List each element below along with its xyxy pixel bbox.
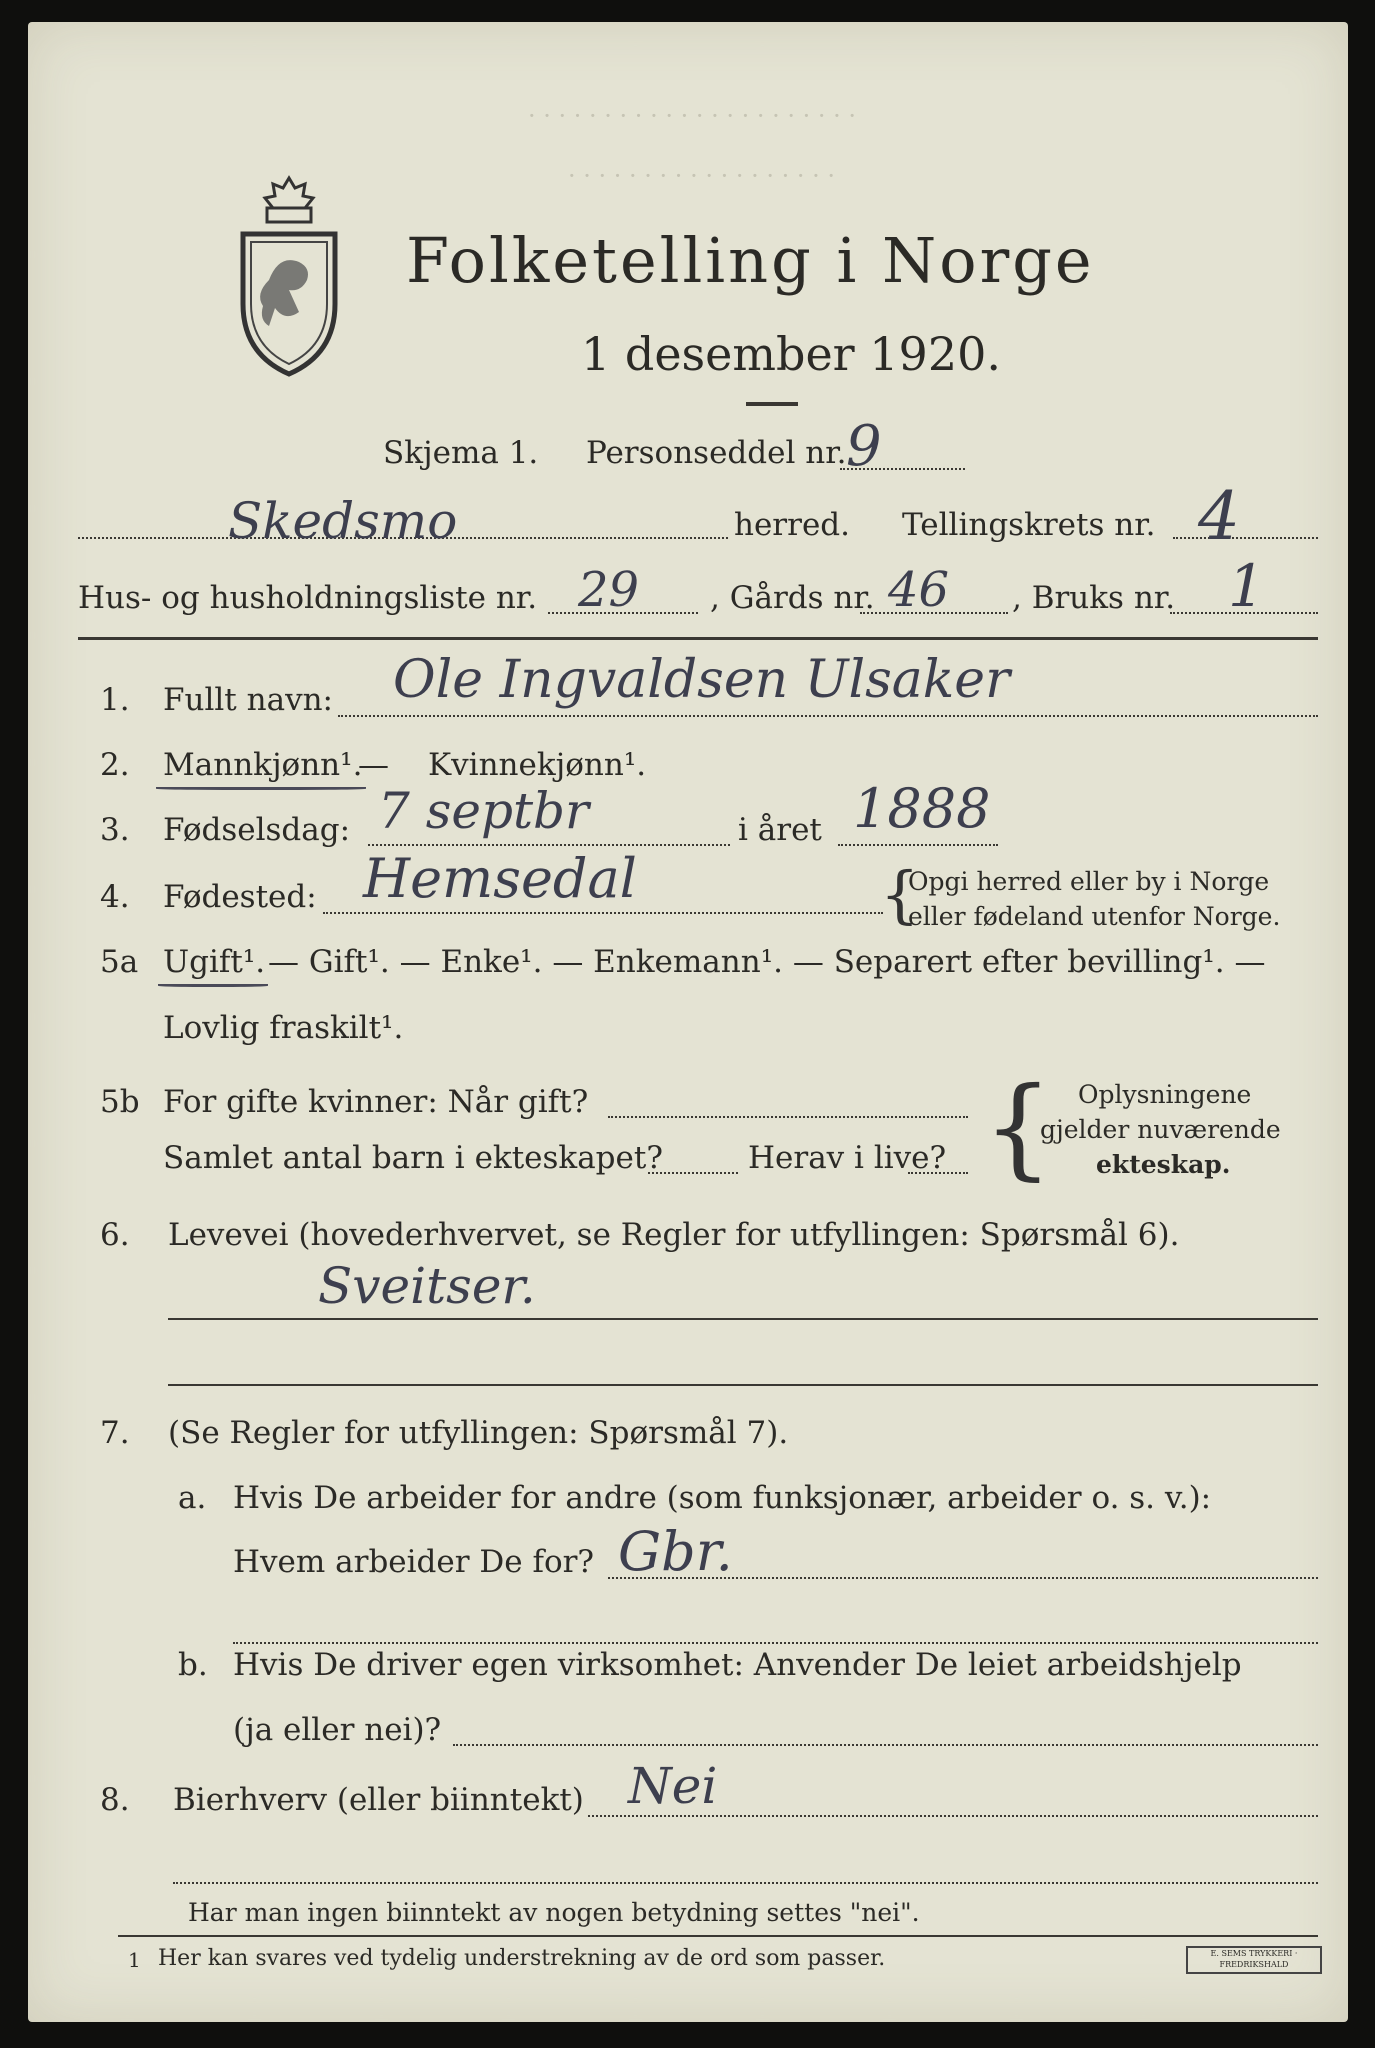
q3-date-line [368, 844, 730, 846]
q7b-answer-line [453, 1744, 1318, 1746]
q4-field-line [323, 912, 883, 914]
husholdningsliste-label: Hus- og husholdningsliste nr. [78, 580, 538, 616]
q5b-alive-line [908, 1172, 968, 1174]
footnote-mark: 1 [128, 1948, 141, 1972]
q5b-brace: { [983, 1063, 1053, 1191]
bleed-through-text: · · · · · · · · · · · · · · · · · · · · · · [528, 102, 857, 130]
gards-label: , Gårds nr. [710, 580, 875, 616]
q3-number: 3. [100, 812, 130, 848]
q6-number: 6. [100, 1217, 130, 1253]
no-income-note: Har man ingen biinntekt av nogen betydning settes "nei". [188, 1898, 920, 1927]
full-name-value: Ole Ingvaldsen Ulsaker [393, 650, 1010, 710]
q2-number: 2. [100, 747, 130, 783]
form-title: Folketelling i Norge [406, 224, 1095, 297]
civil-status-options: — Gift¹. — Enke¹. — Enkemann¹. — Separert efter bevilling¹. — [268, 944, 1266, 980]
ugift-option: Ugift¹. [163, 944, 266, 980]
husholdningsliste-value: 29 [578, 562, 640, 618]
male-option: Mannkjønn¹. [163, 747, 363, 783]
census-form [28, 22, 1348, 2022]
q7a-employer-label: Hvem arbeider De for? [233, 1544, 595, 1580]
q3-label: Fødselsdag: [163, 812, 351, 848]
footer-separator [118, 1935, 1318, 1937]
q7a-extra-line [233, 1642, 1318, 1644]
female-option: Kvinnekjønn¹. [428, 747, 647, 783]
q7b-answer-label: (ja eller nei)? [233, 1712, 442, 1748]
q3-year-line [838, 844, 998, 846]
q5b-note-line1: Oplysningene [1078, 1080, 1252, 1109]
q8-extra-line [173, 1882, 1318, 1884]
q7-label: (Se Regler for utfyllingen: Spørsmål 7). [168, 1415, 789, 1451]
q6-line2 [168, 1384, 1318, 1386]
q4-brace: { [880, 858, 920, 931]
q4-note-line1: Opgi herred eller by i Norge [908, 867, 1270, 896]
q5b-alive-label: Herav i live? [748, 1140, 947, 1176]
q3-year-label: i året [738, 812, 822, 848]
q8-number: 8. [100, 1782, 130, 1818]
herred-value: Skedsmo [228, 492, 458, 550]
ugift-underline [158, 984, 268, 987]
q4-number: 4. [100, 879, 130, 915]
tellingskrets-field-line [1173, 537, 1318, 539]
q4-note-line2: eller fødeland utenfor Norge. [908, 902, 1281, 931]
q7a-number: a. [178, 1480, 207, 1516]
q6-line1 [168, 1318, 1318, 1320]
q7a-label: Hvis De arbeider for andre (som funksjonær, arbeider o. s. v.): [233, 1480, 1212, 1516]
q5b-note-line3: ekteskap. [1096, 1150, 1231, 1179]
q7b-label: Hvis De driver egen virksomhet: Anvender De leiet arbeidshjelp [233, 1647, 1242, 1683]
bruks-value: 1 [1228, 552, 1265, 620]
skjema-label: Skjema 1. [383, 435, 539, 471]
q1-number: 1. [100, 682, 130, 718]
tellingskrets-label: Tellingskrets nr. [902, 507, 1156, 543]
printer-stamp: E. SEMS TRYKKERI · FREDRIKSHALD [1186, 1946, 1322, 1974]
form-date: 1 desember 1920. [581, 327, 1001, 381]
bruks-label: , Bruks nr. [1012, 580, 1176, 616]
side-income-value: Nei [628, 1757, 718, 1815]
q2-separator: — [358, 747, 389, 783]
q4-label: Fødested: [163, 879, 317, 915]
birthplace-value: Hemsedal [363, 847, 637, 910]
bleed-through-text: · · · · · · · · · · · · · · · · · · [568, 162, 836, 190]
q7b-number: b. [178, 1647, 208, 1683]
q5b-married-label: For gifte kvinner: Når gift? [163, 1084, 589, 1120]
employer-value: Gbr. [618, 1520, 733, 1583]
gards-value: 46 [888, 562, 950, 618]
q5b-married-line [608, 1116, 968, 1118]
q1-field-line [338, 715, 1318, 717]
header-separator [78, 637, 1318, 640]
q5b-children-label: Samlet antal barn i ekteskapet? [163, 1140, 663, 1176]
footnote-text: Her kan svares ved tydelig understrekning av de ord som passer. [158, 1946, 886, 1971]
tellingskrets-value: 4 [1198, 478, 1240, 555]
fraskilt-option: Lovlig fraskilt¹. [163, 1010, 404, 1046]
personseddel-label: Personseddel nr. [586, 435, 847, 471]
q5b-number: 5b [100, 1084, 140, 1120]
q5b-note-line2: gjelder nuværende [1040, 1115, 1281, 1144]
occupation-value: Sveitser. [318, 1257, 536, 1315]
q7-number: 7. [100, 1415, 130, 1451]
birthdate-value: 7 septbr [378, 782, 589, 840]
male-underline [156, 787, 366, 790]
q5a-number: 5a [100, 944, 139, 980]
q1-label: Fullt navn: [163, 682, 333, 718]
birth-year-value: 1888 [853, 777, 991, 840]
date-divider [746, 402, 798, 406]
q5b-children-line [648, 1172, 738, 1174]
coat-of-arms-icon [233, 170, 345, 380]
q6-label: Levevei (hovederhvervet, se Regler for utfyllingen: Spørsmål 6). [168, 1217, 1180, 1253]
personseddel-value: 9 [846, 414, 882, 479]
q8-field-line [588, 1815, 1318, 1817]
q8-label: Bierhverv (eller biinntekt) [173, 1782, 584, 1818]
herred-label: herred. [734, 507, 850, 543]
